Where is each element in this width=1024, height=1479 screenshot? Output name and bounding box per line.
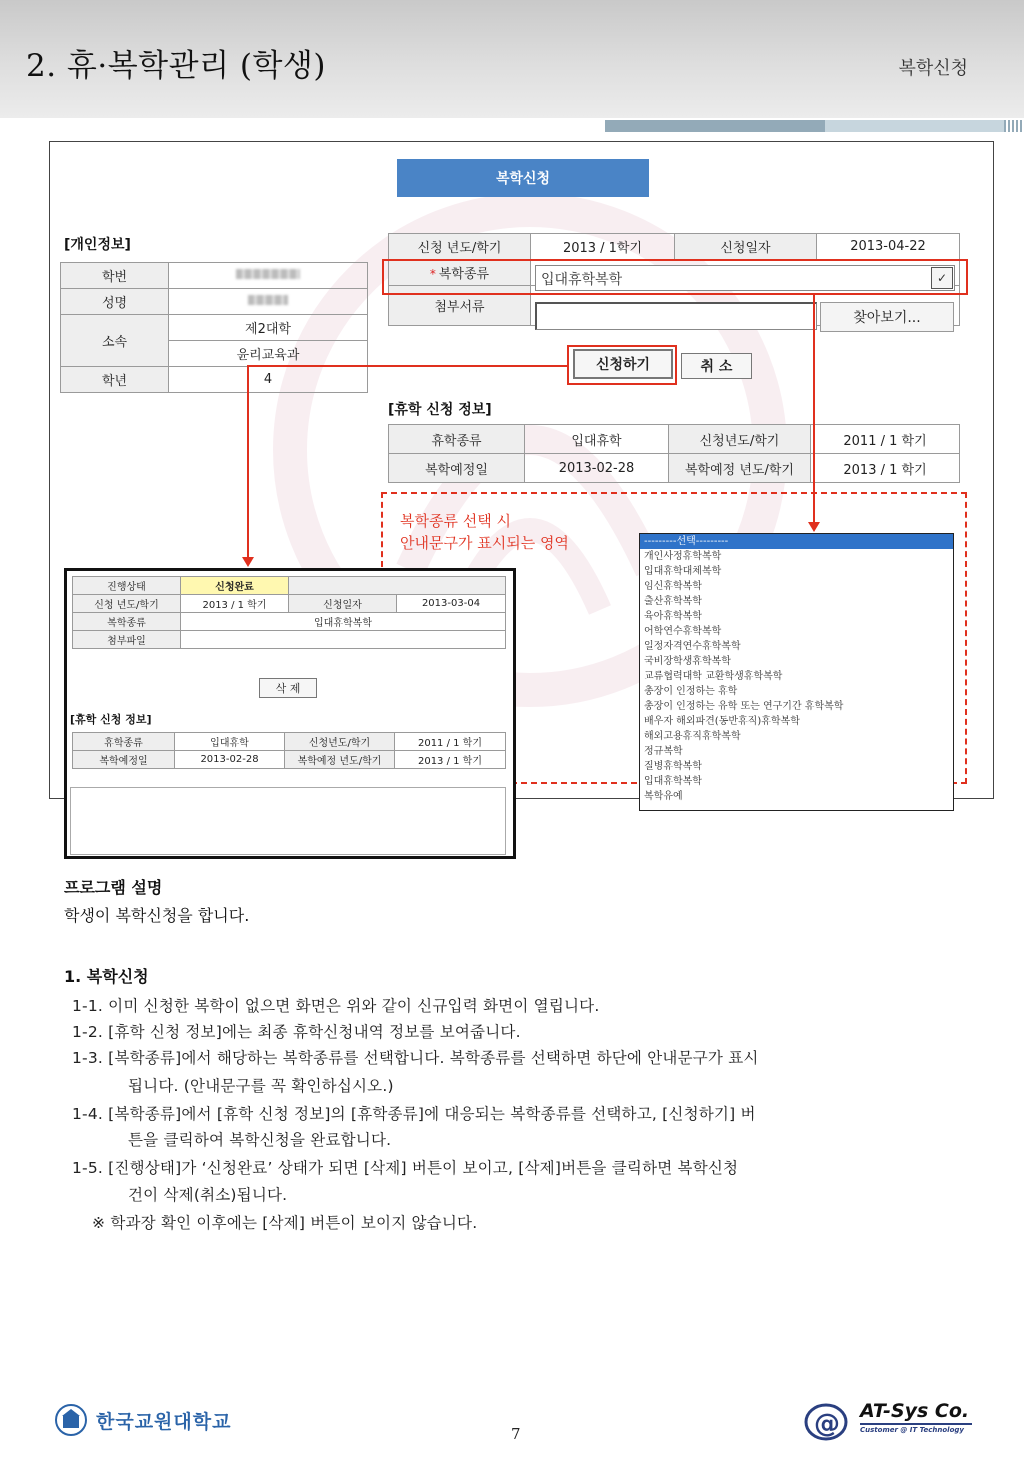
form-year-label: 신청 년도/학기 [389, 234, 531, 260]
inset-leave-type-value: 입대휴학 [175, 733, 285, 751]
company-logo [804, 1398, 974, 1444]
notice-line-2: 안내문구가 표시되는 영역 [400, 534, 569, 552]
inset-leave-type-label: 휴학종류 [73, 733, 175, 751]
return-type-selected: 입대휴학복학 [541, 272, 623, 288]
dropdown-option[interactable]: 임신휴학복학 [644, 581, 702, 592]
description-item: 1-1. 이미 신청한 복학이 없으면 화면은 위와 같이 신규입력 화면이 열립니다. [72, 997, 600, 1015]
form-date-label: 신청일자 [675, 234, 817, 260]
leave-year-label: 신청년도/학기 [669, 425, 811, 454]
name-label: 성명 [61, 289, 169, 315]
company-emblem-icon [804, 1398, 860, 1444]
connector-line-dropdown [813, 295, 815, 523]
inset-return-date-value: 2013-02-28 [175, 751, 285, 769]
inset-leave-year-label: 신청년도/학기 [285, 733, 395, 751]
personal-info-label: [개인정보] [64, 237, 131, 253]
arrow-down-icon [808, 522, 820, 532]
page-header [0, 0, 1024, 118]
section-title: 1. 복학신청 [64, 967, 149, 986]
header-accent-bar [605, 120, 825, 132]
dropdown-option[interactable]: 해외고용휴직휴학복학 [644, 731, 741, 742]
leave-info-label: [휴학 신청 정보] [388, 402, 492, 418]
description-item: 1-2. [휴학 신청 정보]에는 최종 휴학신청내역 정보를 보여줍니다. [72, 1023, 521, 1041]
header-accent-bar-light [825, 120, 1005, 132]
attachment-file-input[interactable] [535, 302, 817, 330]
notice-text [400, 510, 569, 554]
screen-title-bar: 복학신청 [397, 159, 649, 197]
form-attach-label: 첨부서류 [389, 286, 531, 326]
arrow-down-icon [242, 557, 254, 567]
affiliation-label: 소속 [61, 315, 169, 367]
dropdown-option[interactable]: 육아휴학복학 [644, 611, 702, 622]
inset-attach-label: 첨부파일 [73, 631, 181, 649]
delete-button[interactable]: 삭 제 [259, 678, 317, 698]
chevron-down-icon[interactable]: ✓ [931, 267, 953, 289]
highlight-return-type [382, 259, 968, 295]
dropdown-option[interactable]: 입대휴학복학 [644, 776, 702, 787]
inset-return-year-label: 복학예정 년도/학기 [285, 751, 395, 769]
dropdown-option[interactable]: 정규복학 [644, 746, 683, 757]
name-value [169, 289, 368, 315]
inset-attach-value [181, 631, 506, 649]
inset-memo-area [70, 787, 506, 855]
return-year-label: 복학예정 년도/학기 [669, 454, 811, 483]
return-type-dropdown-list[interactable] [639, 533, 954, 811]
return-date-value: 2013-02-28 [525, 454, 669, 483]
notice-line-1: 복학종류 선택 시 [400, 512, 511, 530]
grade-value: 4 [169, 367, 368, 393]
connector-line-horizontal [247, 365, 568, 367]
svg-text:@: @ [814, 1409, 840, 1439]
inset-return-date-label: 복학예정일 [73, 751, 175, 769]
affiliation-college: 제2대학 [169, 315, 368, 341]
student-no-label: 학번 [61, 263, 169, 289]
dropdown-option[interactable]: 질병휴학복학 [644, 761, 702, 772]
inset-leave-year-value: 2011 / 1 학기 [395, 733, 506, 751]
cancel-button[interactable]: 취 소 [681, 353, 752, 379]
dropdown-option[interactable]: 입대휴학대체복학 [644, 566, 722, 577]
dropdown-option[interactable]: 배우자 해외파견(동반휴직)휴학복학 [644, 716, 800, 727]
description-heading: 프로그램 설명 [64, 878, 163, 897]
dropdown-option[interactable]: 총장이 인정하는 휴학 [644, 686, 738, 697]
leave-info-table [388, 424, 960, 483]
company-underline [860, 1423, 972, 1425]
inset-type-label: 복학종류 [73, 613, 181, 631]
inset-leave-table [72, 732, 506, 769]
highlight-submit [567, 345, 677, 385]
form-type-label-text: 복학종류 [438, 267, 490, 282]
inset-date-label: 신청일자 [289, 595, 397, 613]
inset-return-year-value: 2013 / 1 학기 [395, 751, 506, 769]
browse-button[interactable]: 찾아보기... [820, 302, 954, 332]
inset-leave-info-label: [휴학 신청 정보] [70, 713, 152, 726]
inset-year-label: 신청 년도/학기 [73, 595, 181, 613]
description-item: 건이 삭제(취소)됩니다. [128, 1186, 288, 1204]
description-intro: 학생이 복학신청을 합니다. [64, 906, 250, 925]
header-accent-ticks [1004, 120, 1024, 132]
company-name: AT-Sys Co. [860, 1400, 970, 1422]
personal-info-table [60, 262, 368, 393]
university-logo [54, 1403, 231, 1437]
inset-status-table [72, 576, 506, 649]
submit-button[interactable]: 신청하기 [573, 349, 673, 379]
description-item: 1-5. [진행상태]가 ‘신청완료’ 상태가 되면 [삭제] 버튼이 보이고, [삭제]버튼을 클릭하면 복학신청 [72, 1159, 739, 1177]
dropdown-option[interactable]: 출산휴학복학 [644, 596, 702, 607]
inset-status-value: 신청완료 [181, 577, 289, 595]
inset-year-value: 2013 / 1 학기 [181, 595, 289, 613]
blurred-student-no [236, 269, 300, 279]
page-number: 7 [511, 1425, 521, 1443]
leave-year-value: 2011 / 1 학기 [811, 425, 960, 454]
dropdown-option[interactable]: 어학연수휴학복학 [644, 626, 722, 637]
description-item: 1-3. [복학종류]에서 해당하는 복학종류를 선택합니다. 복학종류를 선택하면 하단에 안내문구가 표시 [72, 1049, 759, 1067]
connector-line-inset [247, 365, 249, 558]
inset-status-label: 진행상태 [73, 577, 181, 595]
page-subtitle: 복학신청 [898, 58, 968, 79]
dropdown-option[interactable]: 국비장학생휴학복학 [644, 656, 731, 667]
student-no-value [169, 263, 368, 289]
leave-type-value: 입대휴학 [525, 425, 669, 454]
grade-label: 학년 [61, 367, 169, 393]
university-emblem-icon [54, 1403, 88, 1437]
dropdown-option[interactable]: 복학유예 [644, 791, 683, 802]
dropdown-option[interactable]: ---------선택--------- [640, 534, 953, 549]
form-date-value: 2013-04-22 [817, 234, 960, 260]
dropdown-option[interactable]: 총장이 인정하는 유학 또는 연구기간 휴학복학 [644, 701, 844, 712]
inset-type-value: 입대휴학복학 [181, 613, 506, 631]
page-title: 2. 휴·복학관리 (학생) [26, 48, 326, 84]
dropdown-option[interactable]: 일정자격연수휴학복학 [644, 641, 741, 652]
dropdown-option[interactable]: 개인사정휴학복학 [644, 551, 722, 562]
inset-status-empty [289, 577, 506, 595]
description-note: ※ 학과장 확인 이후에는 [삭제] 버튼이 보이지 않습니다. [92, 1214, 478, 1232]
dropdown-option[interactable]: 교류협력대학 교환학생휴학복학 [644, 671, 783, 682]
blurred-name [248, 295, 288, 305]
required-mark: * [429, 267, 436, 281]
affiliation-department: 윤리교육과 [169, 341, 368, 367]
inset-date-value: 2013-03-04 [397, 595, 506, 613]
description-item: 됩니다. (안내문구를 꼭 확인하십시오.) [128, 1077, 394, 1095]
form-year-value: 2013 / 1학기 [531, 234, 675, 260]
leave-type-label: 휴학종류 [389, 425, 525, 454]
return-year-value: 2013 / 1 학기 [811, 454, 960, 483]
description-item: 1-4. [복학종류]에서 [휴학 신청 정보]의 [휴학종류]에 대응되는 복학종류를 선택하고, [신청하기] 버 [72, 1105, 756, 1123]
return-date-label: 복학예정일 [389, 454, 525, 483]
description-item: 튼을 클릭하여 복학신청을 완료합니다. [128, 1131, 392, 1149]
company-tagline: Customer @ IT Technology [860, 1426, 964, 1434]
university-name: 한국교원대학교 [96, 1410, 232, 1433]
